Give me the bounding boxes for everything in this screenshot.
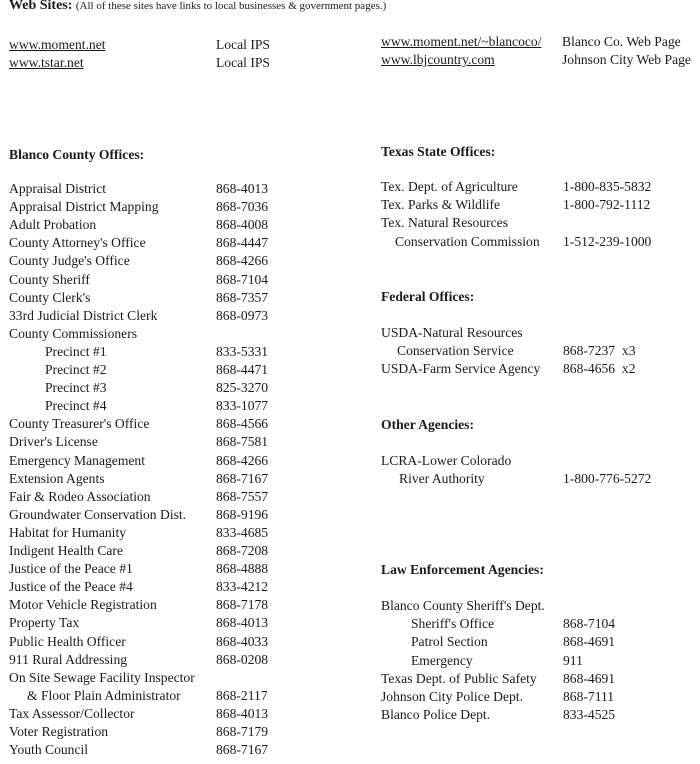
phone-number: 868-7557 bbox=[216, 488, 269, 504]
office-name: Tax Assessor/Collector bbox=[9, 705, 135, 721]
blanco-county-heading: Blanco County Offices: bbox=[9, 147, 145, 162]
phone-number: 833-4525 bbox=[563, 707, 616, 723]
office-name: Texas Dept. of Public Safety bbox=[381, 670, 537, 686]
phone-number: 868-7104 bbox=[563, 616, 616, 632]
list-item bbox=[9, 325, 369, 343]
list-item bbox=[9, 289, 369, 307]
office-name: Sheriff's Office bbox=[411, 616, 495, 632]
phone-number: 833-4685 bbox=[216, 524, 269, 540]
list-item bbox=[381, 597, 700, 615]
office-name: Groundwater Conservation Dist. bbox=[9, 506, 187, 522]
list-item bbox=[9, 433, 369, 451]
phone-number: 868-0973 bbox=[216, 307, 269, 323]
list-item bbox=[381, 470, 700, 488]
office-name: County Treasurer's Office bbox=[9, 416, 150, 432]
office-name: County Attorney's Office bbox=[9, 235, 146, 251]
list-item bbox=[381, 196, 700, 214]
phone-number: 868-7208 bbox=[216, 543, 269, 558]
office-name: River Authority bbox=[399, 471, 485, 487]
list-item bbox=[9, 252, 369, 270]
phone-number: 868-7167 bbox=[216, 470, 269, 486]
office-name: & Floor Plain Administrator bbox=[27, 687, 181, 703]
office-name: Precinct #2 bbox=[45, 362, 107, 377]
list-item bbox=[381, 652, 700, 670]
office-name: Johnson City Police Dept. bbox=[381, 689, 523, 704]
list-item bbox=[9, 216, 369, 234]
office-name: Indigent Health Care bbox=[9, 543, 123, 558]
website-link[interactable]: www.moment.net bbox=[9, 37, 106, 52]
office-name: Driver's License bbox=[9, 434, 98, 450]
phone-number: 868-4266 bbox=[216, 253, 269, 269]
list-item bbox=[9, 198, 369, 216]
list-item bbox=[9, 542, 369, 560]
list-item bbox=[9, 488, 369, 506]
list-item bbox=[381, 633, 700, 651]
phone-number: 1-800-792-1112 bbox=[563, 197, 651, 213]
office-name: County Sheriff bbox=[9, 271, 90, 287]
list-item bbox=[381, 615, 700, 633]
list-item bbox=[9, 741, 369, 759]
texas-state-heading: Texas State Offices: bbox=[381, 144, 496, 159]
office-name: County Commissioners bbox=[9, 325, 138, 341]
phone-number: 868-9196 bbox=[216, 506, 269, 522]
list-item bbox=[9, 234, 369, 252]
list-item bbox=[9, 524, 369, 542]
website-desc: Local IPS bbox=[216, 37, 270, 52]
list-item bbox=[9, 669, 369, 687]
office-name: Emergency bbox=[411, 652, 473, 668]
office-name: Youth Council bbox=[9, 742, 89, 758]
phone-number: 868-4447 bbox=[216, 235, 269, 251]
list-item bbox=[9, 560, 369, 578]
office-name: Fair & Rodeo Association bbox=[9, 488, 151, 504]
phone-number: 911 bbox=[563, 652, 583, 668]
office-name: Precinct #4 bbox=[45, 398, 107, 414]
list-item bbox=[381, 324, 700, 342]
website-desc: Blanco Co. Web Page bbox=[562, 34, 681, 49]
list-item bbox=[381, 452, 700, 470]
phone-number: 868-4013 bbox=[216, 615, 269, 631]
office-name: Precinct #3 bbox=[45, 380, 107, 396]
phone-number: 825-3270 bbox=[216, 380, 269, 396]
office-name: Precinct #1 bbox=[45, 343, 107, 359]
office-name: Property Tax bbox=[9, 615, 80, 631]
office-name: On Site Sewage Facility Inspector bbox=[9, 669, 195, 685]
phone-number: 868-4691 bbox=[563, 634, 616, 650]
phone-number: 868-7167 bbox=[216, 742, 269, 758]
phone-number: 868-4266 bbox=[216, 452, 269, 468]
office-name: Public Health Officer bbox=[9, 633, 126, 649]
office-name: Blanco County Sheriff's Dept. bbox=[381, 598, 545, 613]
phone-number: 868-4656 x2 bbox=[563, 361, 636, 377]
office-name: Voter Registration bbox=[9, 724, 109, 739]
list-item bbox=[9, 379, 369, 397]
phone-number: 833-1077 bbox=[216, 398, 269, 414]
list-item bbox=[9, 343, 369, 361]
list-item bbox=[9, 614, 369, 632]
phone-number: 833-4212 bbox=[216, 579, 269, 595]
office-name: Motor Vehicle Registration bbox=[9, 597, 157, 613]
website-link[interactable]: www.lbjcountry.com bbox=[381, 52, 495, 67]
office-name: County Judge's Office bbox=[9, 253, 130, 269]
website-link[interactable]: www.moment.net/~blancoco/ bbox=[381, 34, 542, 49]
phone-number: 868-4888 bbox=[216, 561, 269, 577]
list-item bbox=[381, 214, 700, 232]
list-item bbox=[9, 596, 369, 614]
office-name: USDA-Natural Resources bbox=[381, 325, 523, 340]
list-item bbox=[9, 633, 369, 651]
phone-number: 868-7104 bbox=[216, 271, 269, 287]
office-name: Appraisal District Mapping bbox=[9, 199, 159, 215]
website-desc: Johnson City Web Page bbox=[562, 52, 691, 67]
law-enforcement-heading: Law Enforcement Agencies: bbox=[381, 562, 544, 577]
phone-number: 868-2117 bbox=[216, 687, 268, 703]
phone-number: 833-5331 bbox=[216, 343, 269, 359]
list-item bbox=[381, 342, 700, 360]
phone-number: 1-512-239-1000 bbox=[563, 233, 652, 249]
list-item bbox=[381, 688, 700, 706]
phone-number: 1-800-835-5832 bbox=[563, 179, 652, 194]
website-desc: Local IPS bbox=[216, 55, 270, 70]
phone-number: 868-7178 bbox=[216, 597, 269, 613]
list-item bbox=[9, 361, 369, 379]
office-name: Tex. Natural Resources bbox=[381, 215, 509, 231]
list-item bbox=[9, 705, 369, 723]
list-item bbox=[9, 651, 369, 669]
list-item bbox=[9, 271, 369, 289]
list-item bbox=[381, 178, 700, 196]
phone-number: 868-7111 bbox=[563, 689, 615, 704]
office-name: Extension Agents bbox=[9, 470, 105, 486]
list-item bbox=[381, 670, 700, 688]
office-name: Appraisal District bbox=[9, 181, 107, 196]
office-name: 33rd Judicial District Clerk bbox=[9, 307, 158, 323]
website-link[interactable]: www.tstar.net bbox=[9, 55, 84, 70]
office-name: Justice of the Peace #1 bbox=[9, 561, 133, 577]
office-name: Adult Probation bbox=[9, 217, 97, 233]
office-name: Blanco Police Dept. bbox=[381, 707, 491, 723]
phone-number: 868-4013 bbox=[216, 181, 269, 196]
list-item bbox=[9, 687, 369, 705]
office-name: Tex. Dept. of Agriculture bbox=[381, 179, 518, 194]
phone-number: 868-7179 bbox=[216, 724, 269, 739]
office-name: USDA-Farm Service Agency bbox=[381, 361, 541, 377]
office-name: Tex. Parks & Wildlife bbox=[381, 197, 501, 213]
list-item bbox=[9, 415, 369, 433]
phone-number: 868-4566 bbox=[216, 416, 269, 432]
websites-note: (All of these sites have links to local businesses & government pages.) bbox=[75, 0, 387, 12]
phone-number: 868-7357 bbox=[216, 289, 269, 305]
phone-number: 868-4008 bbox=[216, 217, 269, 233]
list-item bbox=[9, 307, 369, 325]
list-item bbox=[381, 706, 700, 724]
office-name: 911 Rural Addressing bbox=[9, 651, 128, 667]
list-item bbox=[9, 452, 369, 470]
list-item bbox=[9, 723, 369, 741]
phone-number: 1-800-776-5272 bbox=[563, 471, 652, 487]
phone-number: 868-7036 bbox=[216, 199, 269, 215]
phone-number: 868-4471 bbox=[216, 362, 269, 377]
phone-number: 868-7237 x3 bbox=[563, 343, 636, 359]
other-agencies-heading: Other Agencies: bbox=[381, 417, 474, 432]
phone-number: 868-4013 bbox=[216, 705, 269, 721]
list-item bbox=[9, 180, 369, 198]
list-item bbox=[381, 360, 700, 378]
office-name: Emergency Management bbox=[9, 452, 146, 468]
list-item bbox=[9, 397, 369, 415]
office-name: Conservation Commission bbox=[395, 233, 540, 249]
list-item bbox=[9, 470, 369, 488]
phone-number: 868-4691 bbox=[563, 670, 616, 686]
office-name: LCRA-Lower Colorado bbox=[381, 453, 512, 468]
office-name: County Clerk's bbox=[9, 289, 91, 305]
list-item bbox=[9, 578, 369, 596]
websites-heading: Web Sites: (All of these sites have links to local businesses & government pages.) bbox=[9, 0, 387, 13]
phone-number: 868-0208 bbox=[216, 651, 269, 667]
office-name: Conservation Service bbox=[397, 343, 514, 359]
federal-heading: Federal Offices: bbox=[381, 289, 475, 304]
list-item bbox=[381, 233, 700, 251]
list-item bbox=[9, 506, 369, 524]
office-name: Justice of the Peace #4 bbox=[9, 579, 133, 595]
office-name: Patrol Section bbox=[411, 634, 488, 650]
phone-number: 868-7581 bbox=[216, 434, 269, 450]
phone-number: 868-4033 bbox=[216, 633, 269, 649]
office-name: Habitat for Humanity bbox=[9, 524, 127, 540]
